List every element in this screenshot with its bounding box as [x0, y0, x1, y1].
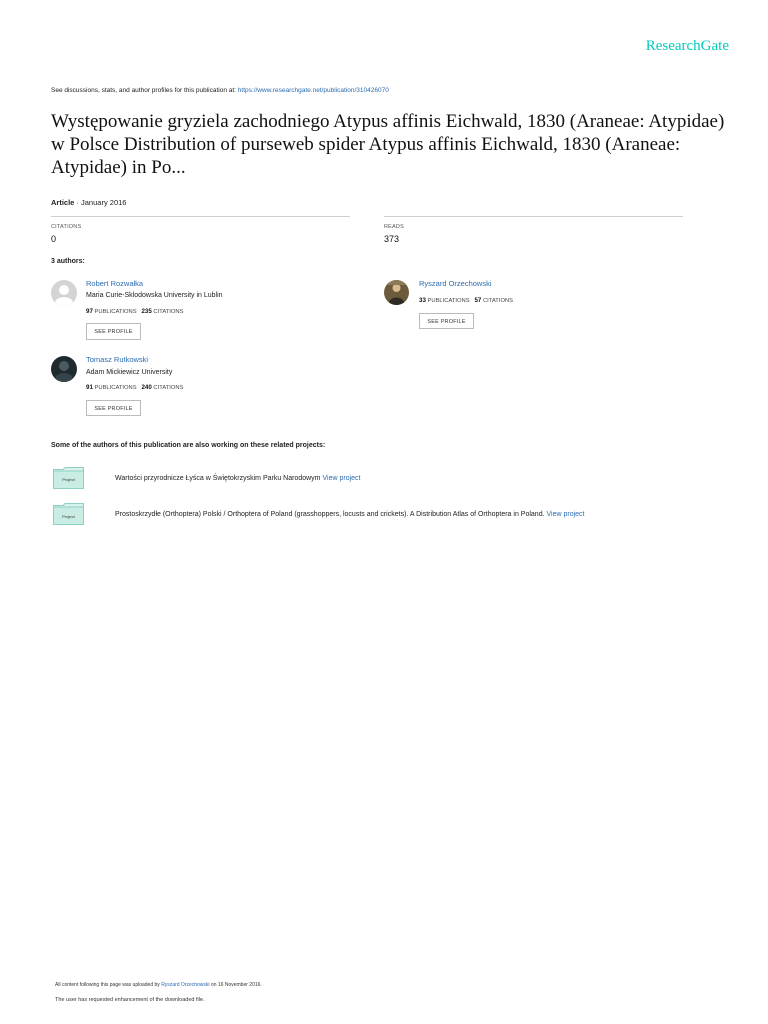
article-separator: ·: [74, 198, 82, 207]
publications-count: 91: [86, 384, 93, 391]
enhancement-note: The user has requested enhancement of the downloaded file.: [55, 997, 205, 1003]
article-type: Article: [51, 198, 75, 207]
see-profile-button[interactable]: SEE PROFILE: [86, 400, 141, 416]
reads-count: 373: [384, 234, 400, 244]
researchgate-logo[interactable]: ResearchGate: [645, 38, 729, 54]
author-name-link[interactable]: Robert Rozwałka: [86, 279, 144, 288]
view-project-link[interactable]: View project: [546, 511, 585, 518]
discussion-line: [51, 87, 389, 94]
avatar-robert-rozwalka[interactable]: [51, 280, 77, 306]
authors-heading: 3 authors:: [51, 258, 85, 265]
author-stats: [86, 308, 183, 315]
default-avatar-icon: [51, 280, 77, 306]
citations-count: 0: [51, 234, 57, 244]
publications-count: 33: [419, 297, 426, 304]
profile-photo-icon: [51, 356, 77, 382]
publication-title: Występowanie gryziela zachodniego Atypus affinis Eichwald, 1830 (Araneae: Atypidae) w Polsce Distribution of purseweb spider Atypus affinis Eichwald, 1830 (Araneae: Atypidae) in Po...: [51, 111, 725, 178]
publications-label: PUBLICATIONS: [427, 298, 470, 304]
author-citations-label: CITATIONS: [482, 298, 514, 304]
author-stats: [419, 297, 513, 304]
project-title: Wartości przyrodnicze Łyśca w Świętokrzyskim Parku Narodowym: [115, 475, 323, 482]
project-badge: Project: [62, 514, 75, 519]
project-entry: [115, 511, 585, 518]
citations-divider: [51, 216, 350, 217]
publications-label: PUBLICATIONS: [94, 385, 137, 391]
author-citations-count: 235: [141, 308, 152, 315]
upload-note: [55, 982, 262, 988]
project-badge: Project: [62, 477, 75, 482]
uploader-link[interactable]: Ryszard Orzechowski: [161, 982, 210, 988]
publication-url-link[interactable]: https://www.researchgate.net/publication/310426070: [237, 87, 389, 94]
publications-label: PUBLICATIONS: [94, 309, 137, 315]
author-citations-label: CITATIONS: [153, 385, 184, 391]
author-name-link[interactable]: Ryszard Orzechowski: [419, 279, 492, 288]
article-date: January 2016: [81, 198, 127, 207]
upload-prefix: All content following this page was uploaded by: [55, 982, 162, 988]
author-citations-count: 57: [474, 297, 482, 304]
related-projects-heading: Some of the authors of this publication are also working on these related projects:: [51, 442, 326, 449]
upload-suffix: on 16 November 2016.: [209, 982, 262, 988]
publications-count: 97: [86, 308, 93, 315]
see-profile-button[interactable]: SEE PROFILE: [86, 323, 141, 340]
view-project-link[interactable]: View project: [322, 475, 361, 482]
project-title: Prostoskrzydłe (Orthoptera) Polski / Orthoptera of Poland (grasshoppers, locusts and crickets). A Distribution Atlas of Orthoptera in Poland.: [115, 511, 547, 518]
project-entry: [115, 475, 360, 482]
profile-photo-icon: [384, 280, 409, 305]
reads-label: READS: [384, 224, 404, 230]
author-affiliation: Adam Mickiewicz University: [86, 369, 173, 376]
author-citations-count: 240: [141, 384, 152, 391]
avatar-ryszard-orzechowski[interactable]: [384, 280, 409, 305]
author-citations-label: CITATIONS: [153, 309, 184, 315]
discussion-prefix: See discussions, stats, and author profiles for this publication at:: [51, 87, 238, 94]
author-name-link[interactable]: Tomasz Rutkowski: [86, 355, 149, 364]
article-meta: [51, 198, 126, 207]
author-affiliation: Maria Curie-Sklodowska University in Lublin: [86, 292, 223, 299]
reads-divider: [384, 216, 683, 217]
avatar-tomasz-rutkowski[interactable]: [51, 356, 77, 382]
author-stats: [86, 384, 183, 391]
citations-label: CITATIONS: [51, 224, 82, 230]
see-profile-button[interactable]: SEE PROFILE: [419, 313, 474, 329]
